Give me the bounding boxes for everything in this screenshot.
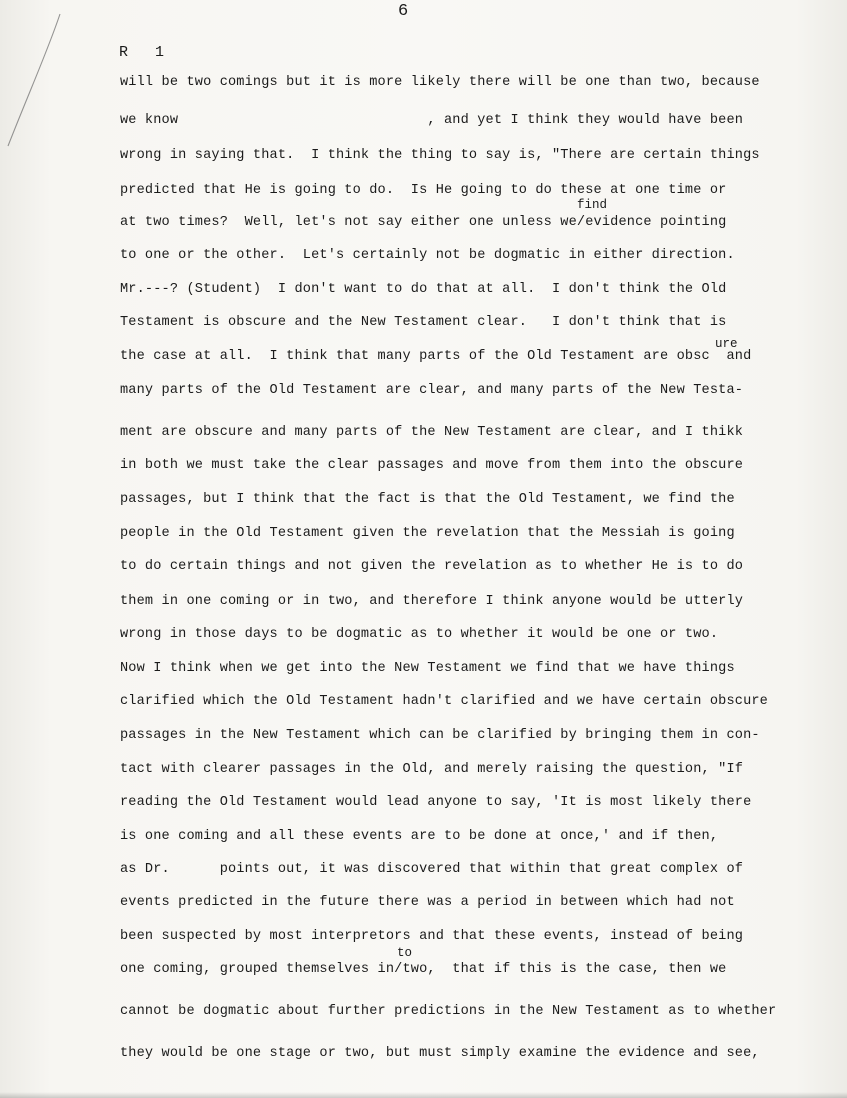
- interlinear-insert: find: [577, 198, 608, 212]
- text-line: the case at all. I think that many parts of the Old Testament are obsc and: [120, 349, 752, 364]
- text-line: in both we must take the clear passages and move from them into the obscure: [120, 458, 744, 473]
- text-line: ment are obscure and many parts of the New Testament are clear, and I thikk: [120, 425, 744, 440]
- text-line: passages, but I think that the fact is that the Old Testament, we find the: [120, 492, 735, 507]
- text-line: at two times? Well, let's not say either one unless we/evidence pointing: [120, 215, 727, 230]
- text-line: they would be one stage or two, but must simply examine the evidence and see,: [120, 1046, 760, 1061]
- text-line: Testament is obscure and the New Testament clear. I don't think that is: [120, 315, 727, 330]
- text-line: passages in the New Testament which can be clarified by bringing them in con-: [120, 728, 760, 743]
- text-line: cannot be dogmatic about further predictions in the New Testament as to whether: [120, 1004, 777, 1019]
- text-line: them in one coming or in two, and therefore I think anyone would be utterly: [120, 594, 744, 609]
- page-edge-shadow: [0, 1092, 847, 1098]
- text-line: as Dr. points out, it was discovered that within that great complex of: [120, 862, 744, 877]
- text-line: wrong in those days to be dogmatic as to whether it would be one or two.: [120, 627, 719, 642]
- text-line: Mr.---? (Student) I don't want to do that at all. I don't think the Old: [120, 282, 727, 297]
- reference-label: R 1: [119, 44, 165, 61]
- text-line: reading the Old Testament would lead anyone to say, 'It is most likely there: [120, 795, 752, 810]
- text-line: clarified which the Old Testament hadn't clarified and we have certain obscure: [120, 694, 768, 709]
- text-line: we know , and yet I think they would have been: [120, 113, 744, 128]
- text-line: to one or the other. Let's certainly not be dogmatic in either direction.: [120, 248, 735, 263]
- text-line: been suspected by most interpretors and that these events, instead of being: [120, 929, 744, 944]
- text-line: wrong in saying that. I think the thing to say is, "There are certain things: [120, 148, 760, 163]
- text-line: people in the Old Testament given the revelation that the Messiah is going: [120, 526, 735, 541]
- text-line: tact with clearer passages in the Old, and merely raising the question, "If: [120, 762, 744, 777]
- text-line: predicted that He is going to do. Is He going to do these at one time or: [120, 183, 727, 198]
- text-line: Now I think when we get into the New Testament we find that we have things: [120, 661, 735, 676]
- text-line: is one coming and all these events are to be done at once,' and if then,: [120, 829, 719, 844]
- text-line: many parts of the Old Testament are clear, and many parts of the New Testa-: [120, 383, 744, 398]
- text-line: to do certain things and not given the revelation as to whether He is to do: [120, 559, 744, 574]
- page-number: 6: [398, 2, 409, 21]
- text-line: one coming, grouped themselves in/two, that if this is the case, then we: [120, 962, 727, 977]
- margin-pen-stroke-icon: [4, 10, 64, 150]
- text-line: will be two comings but it is more likely there will be one than two, because: [120, 75, 760, 90]
- interlinear-insert: to: [397, 946, 413, 960]
- interlinear-insert: ure: [715, 337, 738, 351]
- text-line: events predicted in the future there was a period in between which had not: [120, 895, 735, 910]
